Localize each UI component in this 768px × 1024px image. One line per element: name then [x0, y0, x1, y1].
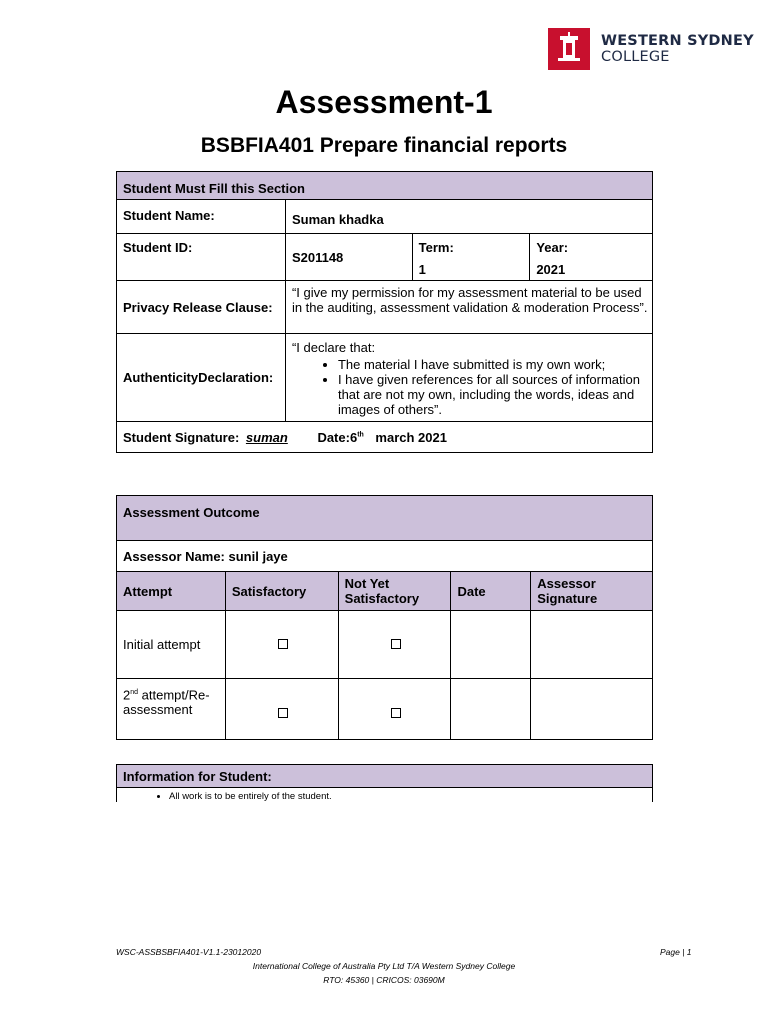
- college-crest-icon: [548, 28, 590, 70]
- initial-attempt-label: Initial attempt: [117, 611, 226, 679]
- information-table: [116, 764, 653, 788]
- col-assessor-signature: Assessor Signature: [531, 572, 653, 611]
- footer-organisation: International College of Australia Pty Ltd T/A Western Sydney College: [252, 961, 516, 971]
- logo-line1: WESTERN SYDNEY: [601, 33, 754, 49]
- initial-date-cell[interactable]: [451, 611, 531, 679]
- authenticity-list: [292, 357, 648, 417]
- signature-value: suman: [245, 429, 288, 445]
- footer-page-number: Page | 1: [660, 947, 692, 957]
- assessment-outcome-table: [116, 495, 653, 740]
- footer-doc-code: WSC-ASSBSBFIA401-V1.1-23012020: [116, 947, 262, 957]
- authenticity-intro: “I declare that:: [291, 340, 376, 355]
- date-label: Date:6: [317, 429, 358, 445]
- col-not-yet-satisfactory: Not Yet Satisfactory: [338, 572, 451, 611]
- second-attempt-sup: nd: [130, 689, 139, 696]
- authenticity-label: AuthenticityDeclaration:: [117, 334, 286, 422]
- footer-rto: RTO: 45360 | CRICOS: 03690M: [323, 975, 445, 985]
- second-date-cell[interactable]: [451, 679, 531, 740]
- year-cell: [530, 234, 653, 281]
- second-attempt-text: attempt/Re-assessment: [123, 687, 210, 718]
- not-yet-satisfactory-checkbox[interactable]: [391, 639, 401, 649]
- initial-signature-cell[interactable]: [531, 611, 653, 679]
- satisfactory-checkbox-2[interactable]: [278, 708, 288, 718]
- signature-row: [117, 422, 653, 453]
- col-date: Date: [451, 572, 531, 611]
- student-id-value: S201148: [285, 234, 412, 281]
- date-value: march 2021: [375, 429, 447, 445]
- year-label: Year:: [536, 240, 569, 255]
- info-header: Information for Student:: [117, 765, 653, 788]
- assessor-value: sunil jaye: [228, 548, 288, 564]
- page-title: Assessment-1: [275, 84, 493, 120]
- college-logo: [548, 28, 754, 70]
- assessor-row: [117, 541, 653, 572]
- year-value: 2021: [536, 262, 566, 277]
- info-list: [147, 791, 332, 802]
- term-cell: [412, 234, 530, 281]
- not-yet-satisfactory-checkbox-2[interactable]: [391, 708, 401, 718]
- student-name-label: Student Name:: [117, 200, 286, 234]
- col-attempt: Attempt: [117, 572, 226, 611]
- assessor-label: Assessor Name:: [123, 548, 225, 564]
- second-attempt-number: 2: [123, 687, 131, 703]
- authenticity-cell: [285, 334, 652, 422]
- authenticity-item: • I have given references for all sources of information that are not my own, including the words, ideas and images of others”.: [338, 372, 648, 417]
- second-attempt-label: [117, 679, 226, 740]
- term-value: 1: [418, 262, 426, 277]
- info-item: • All work is to be entirely of the student.: [169, 791, 332, 802]
- student-name-value: Suman khadka: [285, 200, 652, 234]
- privacy-label: Privacy Release Clause:: [117, 281, 286, 334]
- authenticity-item: • The material I have submitted is my own work;: [338, 357, 648, 372]
- page-subtitle: BSBFIA401 Prepare financial reports: [200, 134, 568, 157]
- outcome-header: Assessment Outcome: [117, 496, 653, 541]
- signature-label: Student Signature:: [123, 429, 240, 445]
- second-signature-cell[interactable]: [531, 679, 653, 740]
- privacy-text: “I give my permission for my assessment material to be used in the auditing, assessment validation & moderation Process”.: [285, 281, 652, 334]
- term-label: Term:: [418, 240, 454, 255]
- satisfactory-checkbox[interactable]: [278, 639, 288, 649]
- logo-line2: COLLEGE: [601, 49, 670, 65]
- col-satisfactory: Satisfactory: [225, 572, 338, 611]
- date-sup: th: [357, 431, 364, 439]
- student-section-header: Student Must Fill this Section: [117, 172, 653, 200]
- student-id-label: Student ID:: [117, 234, 286, 281]
- student-section-table: [116, 171, 653, 453]
